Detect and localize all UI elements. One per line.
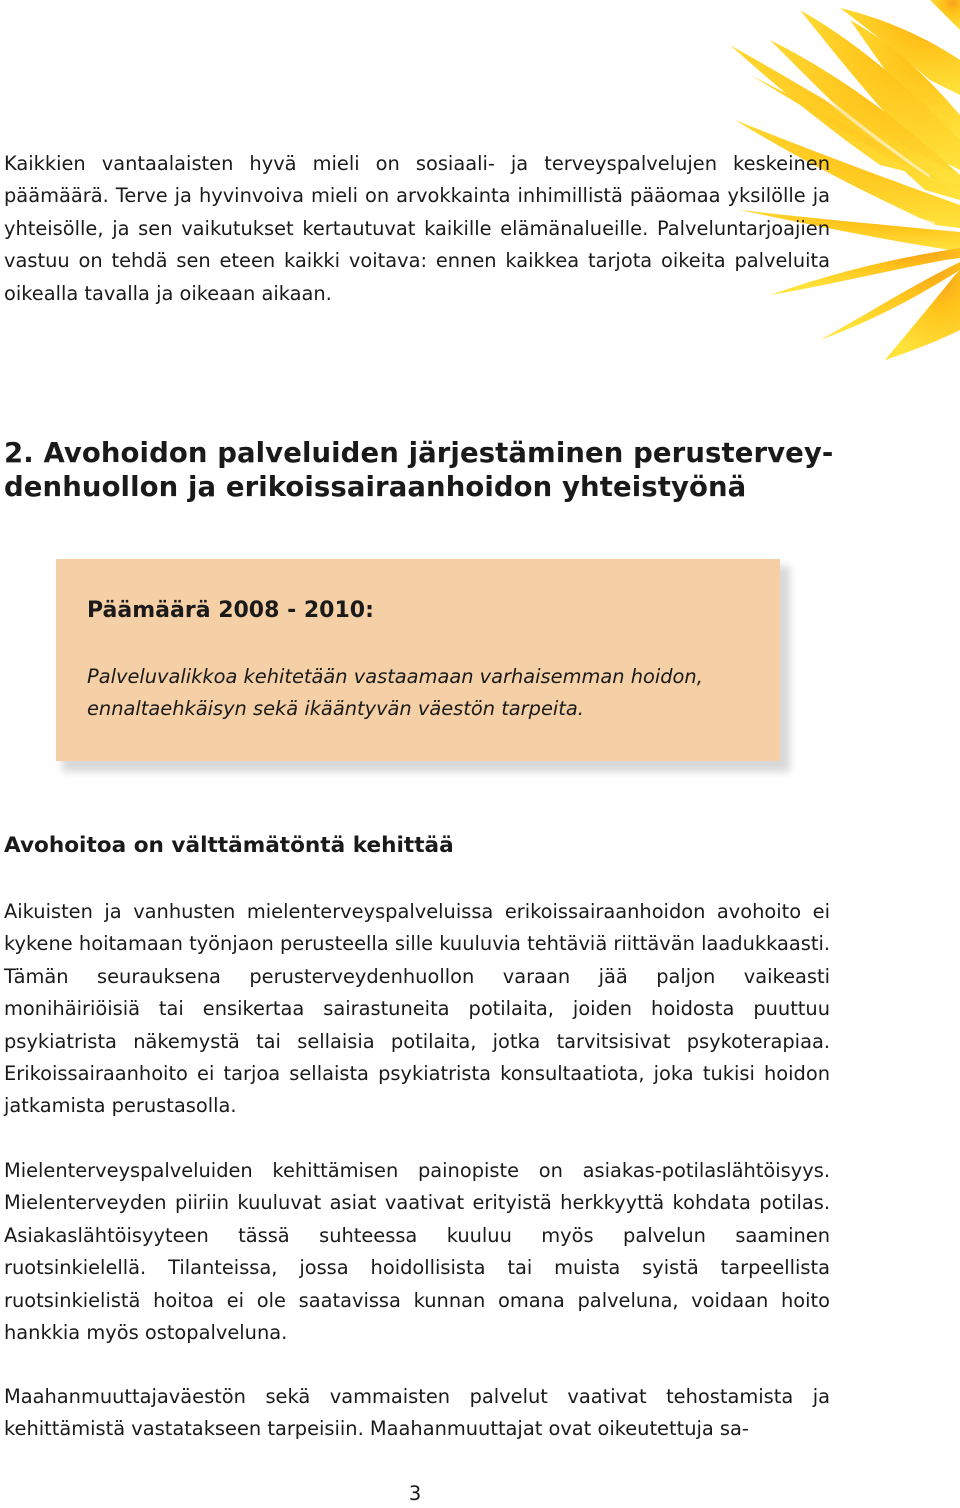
paragraph-avohoito: Aikuisten ja vanhusten mielenterveyspalveluissa erikoissairaanhoidon avohoito ei kykene hoitamaan työnjaon perusteella sille kuuluvia tehtäviä riittävän laadukkaasti. Tämän seurauksena perusterveydenhuollon varaan jää paljon vaikeasti monihäiriöisiä tai ensikertaa sairastuneita potilaita, joiden hoidosta puuttuu psykiatrista näkemystä tai sellaisia potilaita, jotka tarvitsisivat psykoterapiaa. Erikoissairaanhoito ei tarjoa sellaista psykiatrista konsultaatiota, joka tukisi hoidon jatkamista perustasolla. [4,900,830,1118]
section-heading [4,436,844,504]
page-number: 3 [408,1482,422,1505]
section-heading-line-2: denhuollon ja erikoissairaanhoidon yhteistyönä [4,471,747,503]
paragraph-maahanmuuttajat: Maahanmuuttajaväestön sekä vammaisten palvelut vaativat tehostamista ja kehittämistä vastatakseen tarpeisiin. Maahanmuuttajat ovat oikeutettuja sa- [4,1385,830,1441]
goal-box [56,559,780,761]
goal-title: Päämäärä 2008 - 2010: [87,598,374,623]
intro-paragraph: Kaikkien vantaalaisten hyvä mieli on sosiaali- ja terveyspalvelujen keskeinen päämäärä. Terve ja hyvinvoiva mieli on arvokkainta inhimillistä pääomaa yksilölle ja yhteisölle, ja sen vaikutukset kertautuvat kaikille elämänalueille. Palveluntarjoajien vastuu on tehdä sen eteen kaikki voitava: ennen kaikkea tarjota oikeita palveluita oikealla tavalla ja oikeaan aikaan. [4,152,830,305]
paragraph-asiakaslahtoisyys: Mielenterveyspalveluiden kehittämisen painopiste on asiakas-potilaslähtöisyys. Mielenterveyden piiriin kuuluvat asiat vaativat erityistä herkkyyttä kohdata potilas. Asiakaslähtöisyyteen tässä suhteessa kuuluu myös palvelun saaminen ruotsinkielellä. Tilanteissa, jossa hoidollisista tai muista syistä tarpeellista ruotsinkielistä hoitoa ei ole saatavissa kunnan omana palveluna, voidaan hoito hankkia myös ostopalveluna. [4,1159,830,1345]
section-heading-line-1: 2. Avohoidon palveluiden järjestäminen perustervey- [4,437,834,469]
subsection-heading: Avohoitoa on välttämätöntä kehittää [4,833,454,858]
goal-text: Palveluvalikkoa kehitetään vastaamaan varhaisemman hoidon, ennaltaehkäisyn sekä ikääntyvän väestön tarpeita. [87,665,703,721]
